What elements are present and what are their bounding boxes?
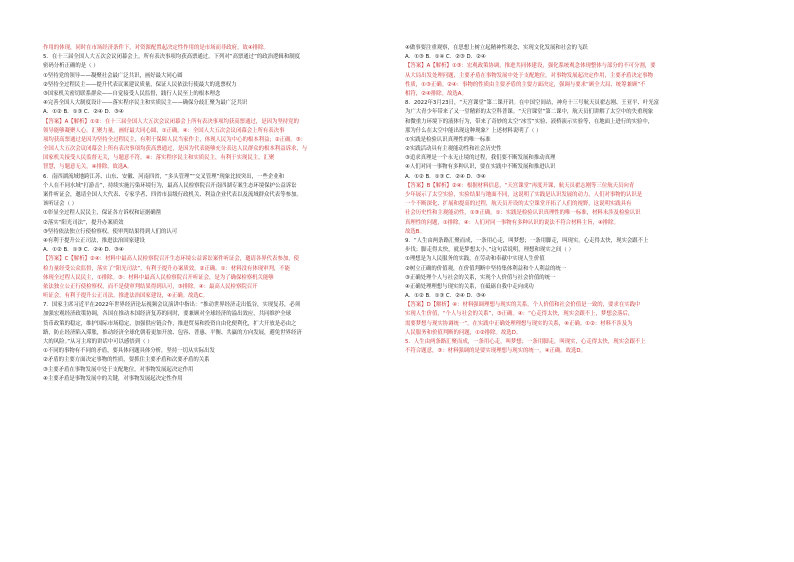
right-column-line: ①理想是为人民服务的实践，在劳动和奉献中实现人生价值 [405, 256, 545, 263]
left-column-line: 该听证会（ ） [43, 201, 78, 208]
right-column-line: 5．人生由两条路汇聚而成，一条用心走，叫梦想；一条用脚走，叫现实，心走得太快，现实会跟不上 [405, 339, 646, 345]
right-column-line: A．①③ B．①④ C．②③ D．②④ [405, 54, 486, 61]
right-column-line: ④正确处理理想与现实的关系，在砥砺自我中走向成功 [405, 283, 534, 290]
right-column-line: 那为什么在太空中能出现这种现象？上述材料说明了（ ） [405, 127, 542, 134]
left-column-line: 领导能够凝聚人心，汇聚力量，画好最大同心圆，①正确。④：全国人大五次会议闭幕会上所有表决事 [43, 127, 285, 134]
left-column-line: 依法独立公正行使检察权，而不是使审判结果得到认可，③排除。④：最高人民检察院召开 [43, 283, 258, 290]
right-column-line: ③追求真理是一个永无止境的过程，我们要不断发展和推动真理 [405, 155, 556, 162]
right-column-line: 从大局出发处理问题，主要矛盾在事物发展中处于支配地位，对事物发展起决定作用，主要矛盾决定事物 [405, 72, 653, 79]
left-column-line: 大的风险。”从习主席的讲话中可以感悟到（ ） [43, 339, 153, 345]
left-column-line: ①坚持党的领导——凝聚社会最广泛共识，画好最大同心圆 [43, 72, 183, 79]
right-column-line: ④人们对同一事物有多种认识，要在实践中不断发展和推进认识 [405, 164, 556, 171]
left-column-line: 听证会，有利于提升公正司法，推进法治国家建设，④正确。故选C。 [43, 293, 208, 300]
right-column-line: A．①② B．①③ C．②④ D．③④ [405, 293, 486, 300]
left-column-line: 密码分析正确的是（ ） [43, 63, 99, 70]
left-column-line: ①彰显全过程人民民主，保证各方诉权和证据确凿 [43, 210, 162, 217]
left-column-line: 6．南四湖流域地跨江苏、山东、安徽、河南四省，“多头管理”“交叉管理”现象比较突出，一些企业和 [43, 173, 285, 180]
left-column [43, 44, 395, 384]
right-column-line: 社会历史性和主观能动性，①③正确。①：实践是检验认识真理性的唯一标准，材料未涉及检验认识 [405, 210, 641, 217]
left-column-line: 检力量经受公众监督，落实了“阳光司法”，有利于提升办案质效，②正确。①：材料没有体现审判，不能 [43, 265, 291, 272]
right-column-line: 故选B。 [405, 228, 425, 235]
right-column-line: ②树立正确的价值观，在价值判断中坚持集体利益和个人利益的统一 [405, 265, 567, 272]
left-column-line: 货币政策的稳定，维护国际市场稳定，加强供应链合作，推进贸易和投资自由化便利化，扩大开放是必由之 [43, 320, 297, 327]
left-column-line: 国家机关接受人民监督无关，与题意不符。④：落实程序民主和实质民主，有利于实现民主，汇聚 [43, 155, 275, 162]
left-column-line: ①不同的事物有不同的矛盾，要具体问题具体分析，坚持一切从实际出发 [43, 348, 215, 355]
left-column-line: 7．国家主席习近平在2022年世界经济论坛视频会议演讲中指出：“推动世界经济走出低谷，实现复苏，必须 [43, 302, 301, 309]
left-column-line: ③坚持依法独立行使检察权，使审判结果得到人们的认可 [43, 228, 178, 235]
right-column-line: 性质，①③正确。②④：事物的性质由主要矛盾的主要方面决定，强调与要求“顾全大局、统筹兼顾”不 [405, 81, 646, 88]
left-column-line: 智慧，与题意无关，④排除。故选A。 [43, 164, 133, 171]
left-column-line: ③主要矛盾在事物发展中处于支配地位，对事物发展起决定作用 [43, 366, 194, 373]
left-column-line: A．①② B．①③ C．②④ D．③④ [43, 109, 124, 116]
left-column-line: ②坚持全过程民主——提升代表议案建议质量，保证人民依法行使最大的选票权力 [43, 81, 237, 88]
left-column-line: 【答案】C【解析】②④：材料中最高人民检察院召开生态环境公益诉讼案件听证会，邀请各界代表参加，使 [43, 256, 300, 263]
left-column-line: 5．在十三届全国人大五次会议闭幕会上，所有表决事项均获高票通过。下列对“高票通过”的政治逻辑和制度 [43, 54, 300, 61]
right-column-line: ②实践活动具有主观能动性和社会历史性 [405, 146, 502, 153]
right-column-line: ④做事要注重观察，在思想上树立起精神性观念，实现文化发展和社会的飞跃 [405, 45, 588, 51]
right-column-line: 相符，②④排除。故选A。 [405, 90, 467, 97]
right-column-line: 【答案】A【解析】①③：宏观政策协调，推进共同体建设，强化系统观念体现整体与部分的不可分割，要 [405, 63, 656, 70]
right-column-line: 少年展示了太空实验，实验结果与地面不同，这说明了实践是认识发展的动力，人们对事物的认识是 [405, 192, 643, 198]
left-column-line: 【答案】A【解析】①②：在十三届全国人大五次会议闭幕会上所有表决事项均获高票通过，是因为坚持党的 [43, 118, 299, 125]
right-column-line: 不符合题意，③：材料强调的是要实现理想与现实的统一，④正确。故选D。 [405, 348, 586, 355]
left-column-line: 作用的体现，同时在市场经济条件下，对资源配置起决定性作用的是市场而非政府，故④排除。 [43, 45, 269, 51]
left-column-line: 体现全过程人民民主，①排除。③：材料中最高人民检察院召开听证会，是为了确保检察机关能够 [43, 274, 274, 281]
right-column-line: 和微重力环境下的液体行为，带来了奇妙的太空“冰雪”实验、液桥演示实验等，在地面上进行的实验中， [405, 118, 654, 125]
right-column [405, 44, 757, 356]
right-column-line: 一个不断深化、扩展和提高的过程，航天员开设的太空课堂开拓了人们的视野，这说明实践具有 [405, 201, 632, 208]
left-column-line: ④有利于提升公正司法，推进法治国家建设 [43, 237, 145, 244]
left-column-line: 项均获高票通过是因为坚持全过程民主，有利于保障人民当家作主，体现人民为中心的根本利益；②正确。③： [43, 136, 307, 143]
right-column-line: 步伐；脚走得太快，就是梦想太小。”这句话说明，理想和现实之间（ ） [405, 247, 574, 254]
right-column-line: 8．2022年3月23日，“天宫课堂”第二课开讲。在中国空间站，神舟十三号航天员翟志刚、王亚平、叶光富 [405, 100, 660, 107]
right-column-line: ③正确处理个人与社会的关系，实现个人价值与社会价值的统一 [405, 274, 556, 281]
left-column-line: 个人在不同水域“打游击”，持续实施污染环境行为，最高人民检察院召开南四湖专案生态环境保护公益诉讼 [43, 182, 297, 189]
left-column-line: ②矛盾的主要方面决定事物的性质，要抓住主要矛盾和次要矛盾的关系 [43, 357, 210, 364]
right-column-line: 9．“人生由两条路汇聚而成，一条用心走，叫梦想；一条用脚走，叫现实。心走得太快，现实会跟不上 [405, 237, 649, 244]
left-column-line: ④完善全国人大制度设计——落实程序民主和实质民主——确保分歧汇聚为最广泛共识 [43, 100, 248, 107]
right-column-line: ①实践是检验认识真理性的唯一标准 [405, 136, 491, 143]
left-column-line: ④主要矛盾是事物发展中的关键，对事物发展起决定性作用 [43, 375, 183, 382]
left-column-line: 全国人大五次会议闭幕会上所有表决事项均获高票通过，是因为代表能够充分表达人民群众的根本利益诉求，与 [43, 146, 308, 153]
left-column-line: ③国家机关密切联系群众——自觉接受人民监督，践行人民至上的根本理念 [43, 90, 221, 97]
right-column-line: A．①② B．①③ C．②④ D．③④ [405, 173, 486, 180]
right-column-line: 为广大青少年带来了又一堂精彩的太空科普课。“天宫课堂”第二课中，航天员们讲解了太空中的失重现象 [405, 109, 654, 116]
right-column-line: 【答案】B【解析】②④：根据材料信息，“天宫课堂”再度开课，航天员翟志刚等三位航天员向青 [405, 182, 635, 189]
left-column-line: 案件听证会，邀请全国人大代表、专家学者、四省市县级行政机关、利益企业代表以及流域群众代表等参加。 [43, 192, 302, 198]
right-column-line: 人民服务和价值判断的问题，①②排除。故选D。 [405, 329, 522, 336]
left-column-line: 加强宏观经济政策协调，各国在推动本国经济复苏的同时，要兼顾对全球经济的溢出效应，共同维护全球 [43, 311, 291, 318]
right-column-line: 真理性的问题，①排除。④：人们对同一事物有多种认识的说法不符合材料主旨，④排除。 [405, 219, 619, 226]
left-column-line: ②落实“阳光司法”，提升办案质效 [43, 219, 124, 226]
right-column-line: 需要梦想与现实协调统一”，在实践中正确处理理想与现实的关系，④正确。①②：材料不涉及为 [405, 320, 633, 327]
left-column-line: 路，防止经济陷入滞胀，推动经济全球化朝着更加开放、包容、普惠、平衡、共赢的方向发展，避免世界经济 [43, 329, 302, 336]
left-column-line: A．①② B．①③ C．②④ D．③④ [43, 247, 124, 254]
right-column-line: 实现人生价值，“个人与社会的关系”，③正确。④：“心走得太快，现实会跟不上，梦想会落后， [405, 311, 634, 318]
right-column-line: 【答案】D【解析】④：材料强调理想与现实的关系，个人价值和社会价值是一致的，要求在实践中 [405, 302, 641, 309]
